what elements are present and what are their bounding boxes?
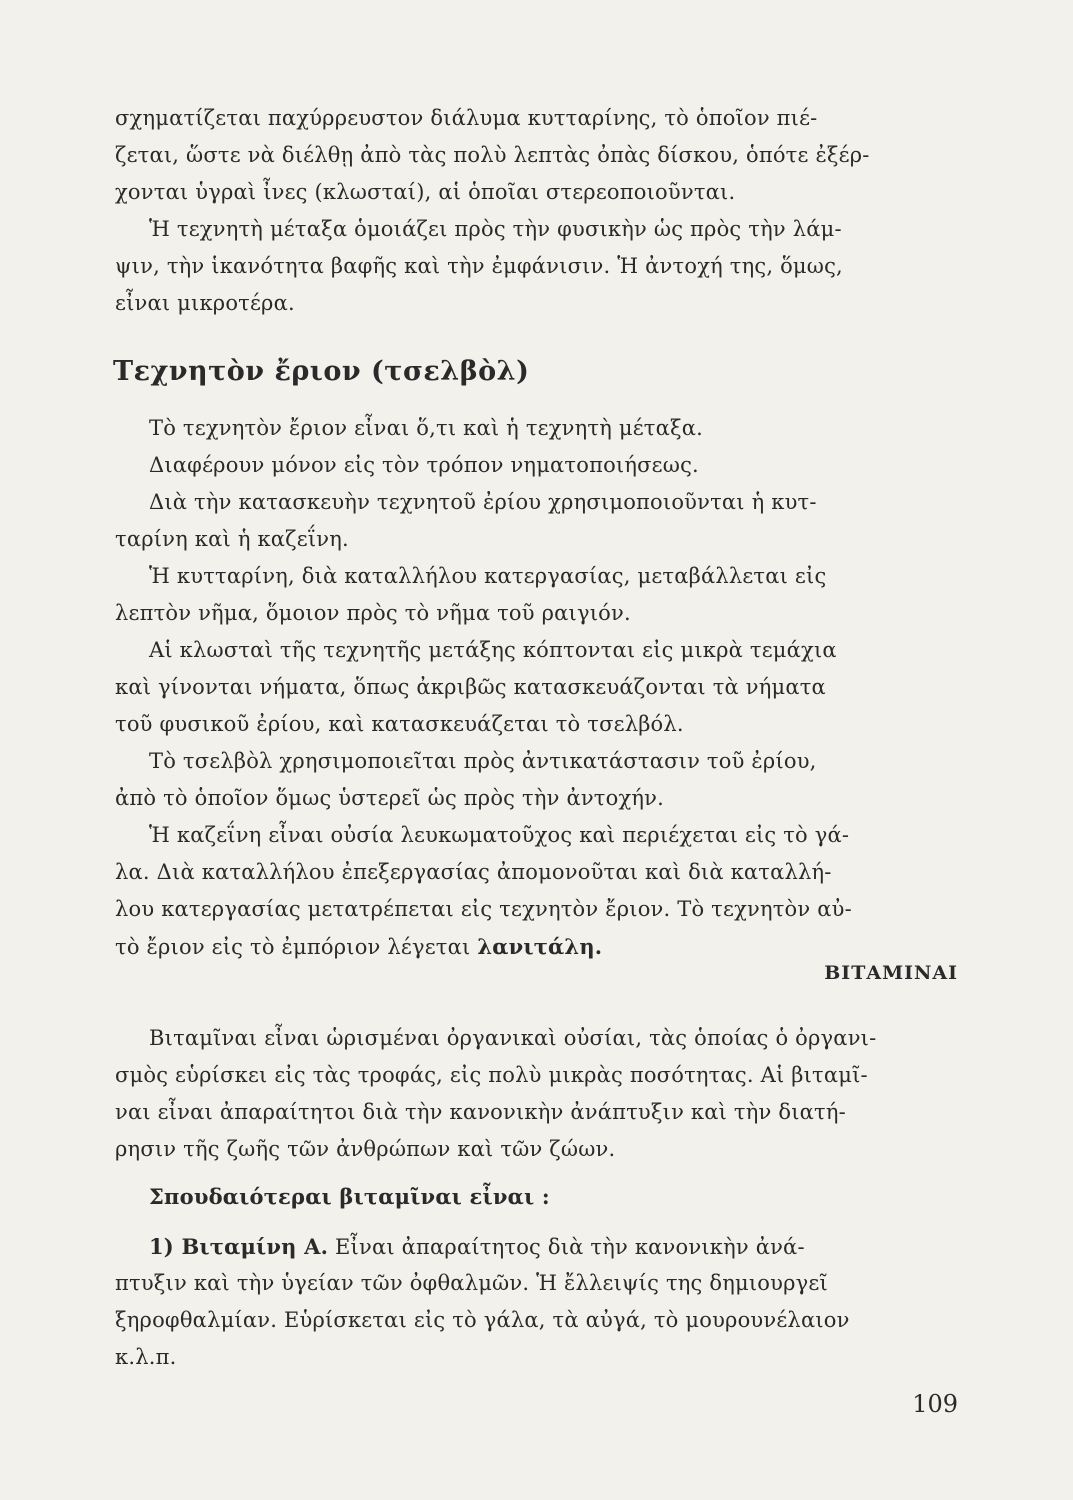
text-line: Τὸ τσελβὸλ χρησιμοποιεῖται πρὸς ἀντικατάστασιν τοῦ ἐρίου, [149, 749, 817, 773]
text-line: Διὰ τὴν κατασκευὴν τεχνητοῦ ἐρίου χρησιμοποιοῦνται ἡ κυτ- [149, 490, 817, 514]
text-line: λα. Διὰ καταλλήλου ἐπεξεργασίας ἀπομονοῦται καὶ διὰ καταλλή- [115, 860, 832, 884]
text-line: εἶναι μικροτέρα. [115, 291, 295, 315]
paragraph-artificial-silk [115, 100, 960, 322]
text-line: ναι εἶναι ἀπαραίτητοι διὰ τὴν κανονικὴν ἀνάπτυξιν καὶ τὴν διατή- [115, 1100, 846, 1124]
subheading-block [115, 1178, 960, 1215]
paragraph-vitamins [115, 1020, 960, 1168]
text-line: καὶ γίνονται νήματα, ὅπως ἀκριβῶς κατασκευάζονται τὰ νήματα [115, 675, 826, 699]
text-line: Ἡ καζεΐνη εἶναι οὐσία λευκωματοῦχος καὶ περιέχεται εἰς τὸ γά- [149, 823, 850, 847]
text-line [115, 928, 960, 965]
text-line: σμὸς εὑρίσκει εἰς τὰς τροφάς, εἰς πολὺ μικρὰς ποσότητας. Αἱ βιταμῖ- [115, 1063, 868, 1087]
paragraph-artificial-wool [115, 410, 960, 965]
section-heading-artificial-wool: Τεχνητὸν ἔριον (τσελβὸλ) [113, 356, 530, 387]
text-line: τοῦ φυσικοῦ ἐρίου, καὶ κατασκευάζεται τὸ τσελβόλ. [115, 712, 684, 736]
text-line: χονται ὑγραὶ ἶνες (κλωσταί), αἱ ὁποῖαι στερεοποιοῦνται. [115, 180, 736, 204]
section-title-vitamins: ΒΙΤΑΜΙΝΑΙ [824, 962, 958, 984]
text-line: ἀπὸ τὸ ὁποῖον ὅμως ὑστερεῖ ὡς πρὸς τὴν ἀντοχήν. [115, 786, 665, 810]
text-line: Τὸ τεχνητὸν ἔριον εἶναι ὅ,τι καὶ ἡ τεχνητὴ μέταξα. [149, 416, 704, 440]
paragraph-vitamin-a [115, 1228, 960, 1376]
text-line: Βιταμῖναι εἶναι ὡρισμέναι ὀργανικαὶ οὐσίαι, τὰς ὁποίας ὁ ὀργανι- [149, 1026, 877, 1050]
text-line: Διαφέρουν μόνον εἰς τὸν τρόπον νηματοποιήσεως. [149, 453, 699, 477]
vitamin-a-label: 1) Βιταμίνη Α. [149, 1234, 329, 1259]
text-run: Εἶναι ἀπαραίτητος διὰ τὴν κανονικὴν ἀνά- [328, 1235, 805, 1259]
text-line: Ἡ τεχνητὴ μέταξα ὁμοιάζει πρὸς τὴν φυσικὴν ὡς πρὸς τὴν λάμ- [149, 217, 842, 241]
text-line: ταρίνη καὶ ἡ καζεΐνη. [115, 527, 349, 551]
term-lanital: λανιτάλη. [477, 934, 603, 959]
text-line: ξηροφθαλμίαν. Εὑρίσκεται εἰς τὸ γάλα, τὰ αὐγά, τὸ μουρουνέλαιον [115, 1308, 850, 1332]
text-line: πτυξιν καὶ τὴν ὑγείαν τῶν ὀφθαλμῶν. Ἡ ἔλλειψίς της δημιουργεῖ [115, 1271, 828, 1295]
text-line: λου κατεργασίας μετατρέπεται εἰς τεχνητὸν ἔριον. Τὸ τεχνητὸν αὐ- [115, 897, 852, 921]
text-line: Ἡ κυτταρίνη, διὰ καταλλήλου κατεργασίας, μεταβάλλεται εἰς [149, 564, 827, 588]
page-number: 109 [912, 1390, 958, 1418]
text-line: κ.λ.π. [115, 1345, 177, 1369]
text-line: Αἱ κλωσταὶ τῆς τεχνητῆς μετάξης κόπτονται εἰς μικρὰ τεμάχια [149, 638, 837, 662]
text-line: ζεται, ὥστε νὰ διέλθῃ ἀπὸ τὰς πολὺ λεπτὰς ὀπὰς δίσκου, ὁπότε ἐξέρ- [115, 143, 870, 167]
subheading-important-vitamins: Σπουδαιότεραι βιταμῖναι εἶναι : [149, 1184, 550, 1209]
text-line [115, 1228, 960, 1265]
text-line: ψιν, τὴν ἱκανότητα βαφῆς καὶ τὴν ἐμφάνισιν. Ἡ ἀντοχή της, ὅμως, [115, 254, 843, 278]
text-line: σχηματίζεται παχύρρευστον διάλυμα κυτταρίνης, τὸ ὁποῖον πιέ- [115, 106, 818, 130]
text-line: ρησιν τῆς ζωῆς τῶν ἀνθρώπων καὶ τῶν ζώων. [115, 1137, 616, 1161]
text-line: λεπτὸν νῆμα, ὅμοιον πρὸς τὸ νῆμα τοῦ ραιγιόν. [115, 601, 631, 625]
text-run: τὸ ἔριον εἰς τὸ ἐμπόριον λέγεται [115, 935, 478, 959]
